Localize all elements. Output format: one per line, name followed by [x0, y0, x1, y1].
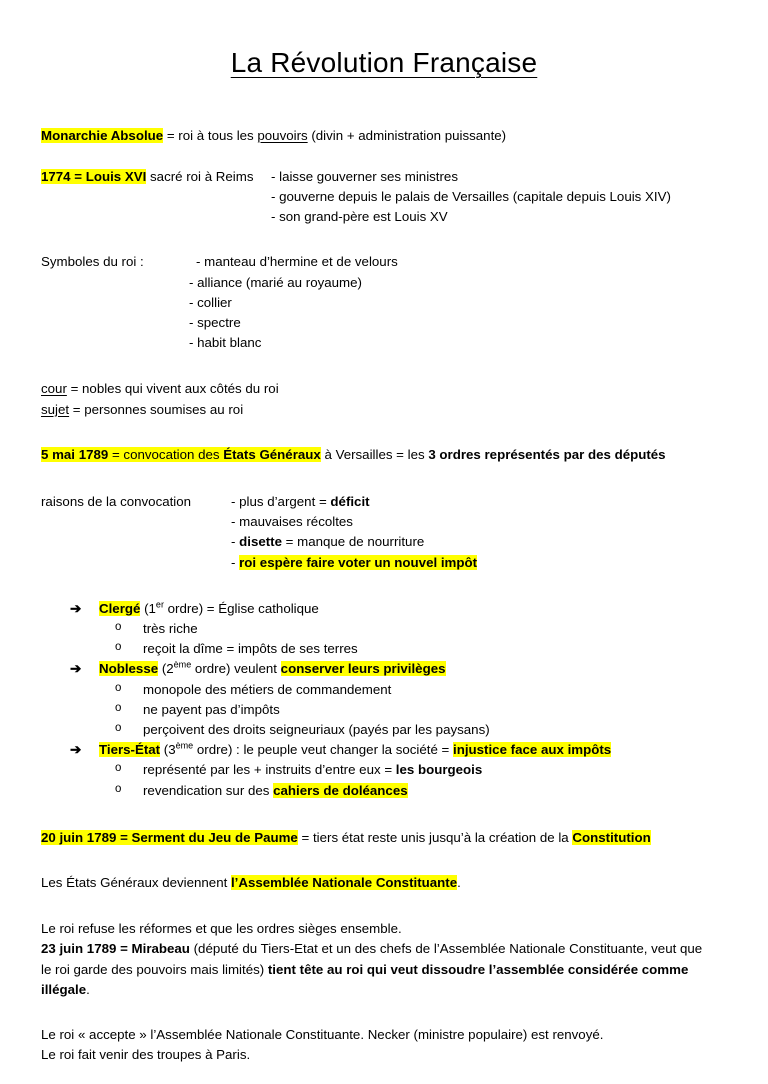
mirabeau-paren: (député du Tiers-Etat et un des chefs de l’Assemblée Nationale Constituante, veut que le roi garde des pouvoirs mais limités): [41, 941, 703, 977]
ordre-noblesse-row: [41, 659, 732, 679]
arrow-icon: ➔: [70, 600, 82, 616]
list-item-plain: -: [231, 534, 240, 550]
assemblee-highlight: l’Assemblée Nationale Constituante: [230, 875, 458, 891]
ordre-noblesse-ordinal-sup: ème: [173, 659, 192, 670]
list-item: - laisse gouverner ses ministres: [271, 168, 458, 184]
definition-cour-term: cour: [41, 381, 67, 397]
list-item: [231, 492, 732, 512]
list-item: - spectre: [189, 314, 241, 330]
list-item-bold: disette: [239, 534, 282, 550]
ordre-noblesse-mid: ordre) veulent: [191, 661, 281, 677]
mirabeau-period: .: [86, 981, 90, 997]
page-title-text: La Révolution Française: [230, 47, 538, 78]
ordre-tiers-etat-mid: ordre) : le peuple veut changer la société =: [193, 742, 454, 758]
ordre-noblesse-sub-1: [41, 680, 732, 700]
monarchie-absolue-rest-a: = roi à tous les: [163, 127, 258, 143]
ordre-tiers-etat-sub-1: [41, 760, 732, 780]
ordre-clerge-sub-2: [41, 639, 732, 659]
jeu-de-paume-mid: = tiers état reste unis jusqu’à la création de la: [297, 829, 573, 845]
document-body: [0, 126, 768, 1066]
sub-item-highlighted: cahiers de doléances: [273, 782, 408, 798]
circle-bullet-icon: o: [115, 701, 122, 714]
ordre-tiers-etat-highlight: injustice face aux impôts: [453, 742, 612, 758]
ordre-tiers-etat-row: [41, 740, 732, 760]
ordre-clerge-ordinal-sup: er: [155, 599, 164, 610]
sub-item-text: perçoivent des droits seigneuriaux (payés par les paysans): [143, 722, 490, 738]
etats-generaux-line: [41, 445, 732, 465]
assemblee-tail: .: [457, 875, 461, 891]
louis-xvi-term-wrap: [41, 167, 271, 187]
list-item: [231, 553, 732, 573]
sub-item-bold: les bourgeois: [395, 762, 483, 778]
list-item: [231, 532, 732, 552]
circle-bullet-icon: o: [115, 621, 122, 633]
list-item-plain: - plus d’argent =: [231, 493, 331, 509]
ordre-noblesse-ordinal-num: 2: [166, 661, 174, 677]
sub-item-text: très riche: [143, 621, 198, 636]
raisons-items: [231, 492, 732, 573]
jeu-de-paume-constitution: Constitution: [572, 829, 651, 845]
mirabeau-paragraph: [41, 939, 713, 1000]
monarchie-absolue-line: [41, 126, 732, 146]
mirabeau-bold-end: tient tête au roi qui veut dissoudre l’assemblée considérée comme illégale: [41, 961, 689, 997]
list-item: [231, 512, 732, 532]
ordre-clerge-sub-1: [41, 619, 732, 639]
list-item-plain: -: [231, 554, 240, 570]
ordre-clerge-name: Clergé: [99, 600, 141, 616]
circle-bullet-icon: o: [115, 681, 122, 694]
circle-bullet-icon: o: [115, 782, 122, 795]
ordre-clerge-ordinal-num: 1: [148, 600, 156, 616]
monarchie-absolue-rest-b: (divin + administration puissante): [307, 127, 507, 143]
sub-item-text: reçoit la dîme = impôts de ses terres: [143, 641, 358, 657]
symboles-du-roi-label: Symboles du roi :: [41, 254, 144, 270]
list-item: - gouverne depuis le palais de Versailles (capitale depuis Louis XIV): [271, 188, 671, 204]
final-line-1: Le roi « accepte » l’Assemblée Nationale Constituante. Necker (ministre populaire) est renvoyé.: [41, 1027, 604, 1043]
sub-item-text: représenté par les + instruits d’entre eux =: [143, 762, 396, 778]
ordre-noblesse-ordinal-open: (: [158, 661, 167, 677]
list-item: - alliance (marié au royaume): [189, 274, 362, 290]
etats-generaux-term: États Généraux: [223, 446, 321, 462]
ordre-noblesse-sub-2: [41, 700, 732, 720]
ordre-tiers-etat-name: Tiers-État: [99, 742, 161, 758]
raisons-block: [41, 492, 732, 573]
definition-sujet: [41, 400, 732, 420]
ordre-noblesse-highlight: conserver leurs privilèges: [280, 661, 446, 677]
circle-bullet-icon: o: [115, 641, 122, 654]
etats-generaux-rest-b: 3 ordres représentés par des députés: [428, 446, 666, 462]
list-item-tail: = manque de nourriture: [281, 534, 425, 550]
sub-item-text: revendication sur des: [143, 782, 274, 798]
jeu-de-paume-term: 20 juin 1789 = Serment du Jeu de Paume: [41, 829, 298, 845]
louis-xvi-block: [41, 167, 732, 228]
definition-sujet-term: sujet: [41, 401, 70, 417]
list-item: - manteau d’hermine et de velours: [196, 254, 398, 270]
circle-bullet-icon: o: [115, 762, 122, 775]
louis-xvi-items: [271, 167, 732, 228]
sub-item-text: monopole des métiers de commandement: [143, 681, 392, 697]
definition-cour-rest: = nobles qui vivent aux côtés du roi: [66, 381, 279, 397]
raisons-label: raisons de la convocation: [41, 493, 192, 509]
list-item: - habit blanc: [189, 335, 262, 351]
etats-generaux-date: 5 mai 1789: [41, 446, 109, 462]
mirabeau-date-term: 23 juin 1789 = Mirabeau: [41, 941, 190, 957]
ordre-tiers-etat-ordinal-sup: ème: [175, 740, 194, 751]
ordre-noblesse-sub-3: [41, 720, 732, 740]
final-line-2: Le roi fait venir des troupes à Paris.: [41, 1047, 251, 1063]
list-item: - collier: [189, 294, 232, 310]
monarchie-absolue-underlined: pouvoirs: [257, 127, 308, 143]
assemblee-line: [41, 873, 732, 893]
assemblee-plain: Les États Généraux deviennent: [41, 875, 231, 891]
ordre-clerge-row: [41, 599, 732, 619]
etats-generaux-rest-a: à Versailles = les: [320, 446, 429, 462]
page-title: [0, 0, 768, 85]
symboles-du-roi-block: [41, 252, 732, 353]
ordre-tiers-etat-sub-2: [41, 781, 732, 801]
louis-xvi-term: 1774 = Louis XVI: [41, 168, 147, 184]
circle-bullet-icon: o: [115, 722, 122, 735]
list-item-plain: - mauvaises récoltes: [231, 514, 353, 530]
list-item: - son grand-père est Louis XV: [271, 209, 448, 225]
list-item-bold-highlighted: roi espère faire voter un nouvel impôt: [239, 554, 478, 570]
arrow-icon: ➔: [70, 742, 82, 758]
symboles-du-roi-items: [189, 252, 732, 353]
etats-generaux-mid: = convocation des: [108, 446, 224, 462]
ordre-noblesse-name: Noblesse: [99, 661, 159, 677]
mirabeau-intro-line: Le roi refuse les réformes et que les ordres sièges ensemble.: [41, 921, 402, 937]
monarchie-absolue-term: Monarchie Absolue: [41, 127, 164, 143]
louis-xvi-rest: sacré roi à Reims: [146, 168, 254, 184]
definition-sujet-rest: = personnes soumises au roi: [69, 401, 244, 417]
ordre-tiers-etat-ordinal-num: 3: [168, 742, 176, 758]
arrow-icon: ➔: [70, 661, 82, 677]
ordre-clerge-ordinal-open: (: [140, 600, 149, 616]
definition-cour: [41, 379, 732, 399]
sub-item-text: ne payent pas d’impôts: [143, 701, 280, 717]
ordre-tiers-etat-ordinal-open: (: [160, 742, 169, 758]
jeu-de-paume-line: [41, 828, 732, 848]
ordre-clerge-mid: ordre) = Église catholique: [163, 600, 319, 616]
list-item-bold: déficit: [330, 493, 370, 509]
